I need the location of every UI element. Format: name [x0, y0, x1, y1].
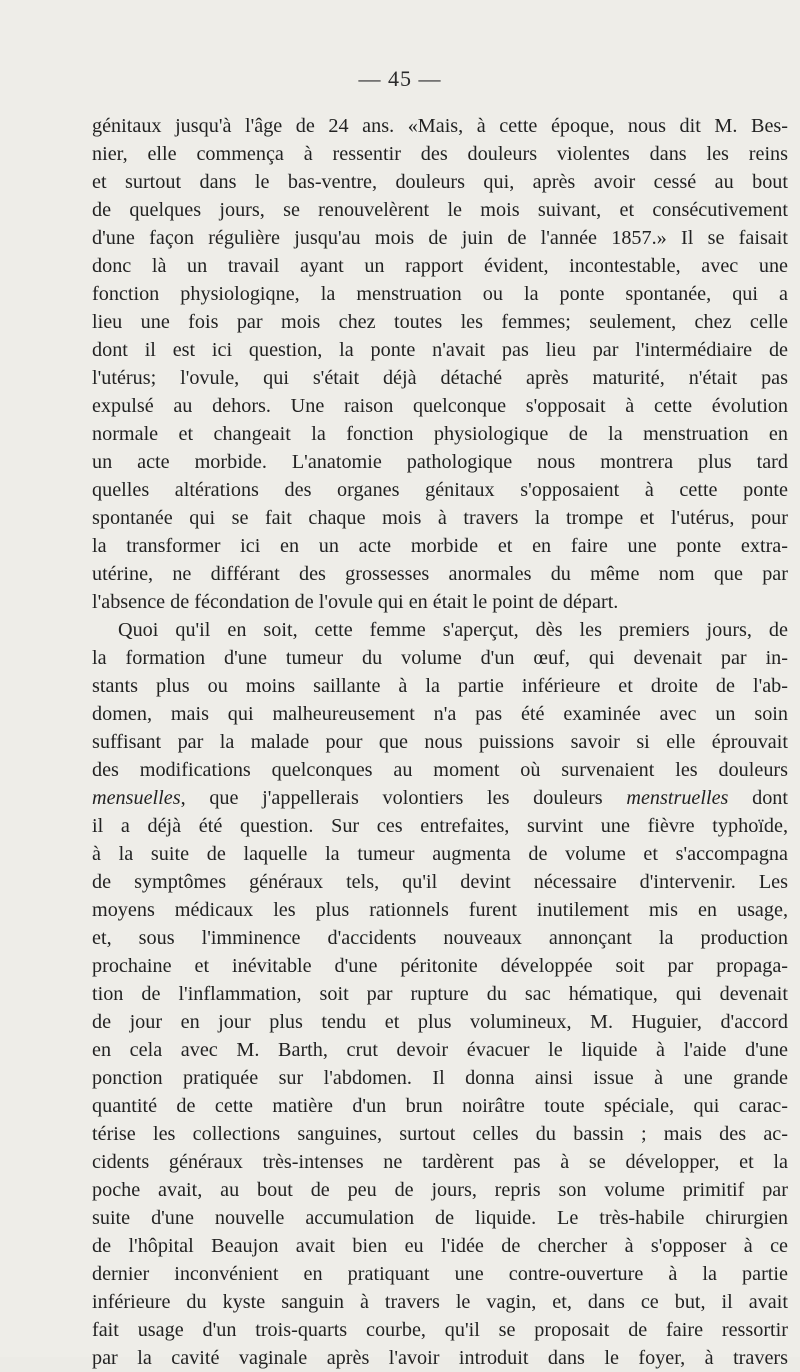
- text-line: ponction pratiquée sur l'abdomen. Il donna ainsi issue à une grande: [92, 1067, 788, 1089]
- text-line: de symptômes généraux tels, qu'il devint nécessaire d'intervenir. Les: [92, 871, 788, 893]
- text-line: fait usage d'un trois-quarts courbe, qu'il se proposait de faire ressortir: [92, 1319, 788, 1341]
- text-line: de jour en jour plus tendu et plus volumineux, M. Huguier, d'accord: [92, 1011, 788, 1033]
- text-line: quantité de cette matière d'un brun noirâtre toute spéciale, qui carac-: [92, 1095, 788, 1117]
- text-line: lieu une fois par mois chez toutes les femmes; seulement, chez celle: [92, 311, 788, 333]
- text-line: la formation d'une tumeur du volume d'un œuf, qui devenait par in-: [92, 647, 788, 669]
- body-text: [92, 112, 788, 1372]
- text-line: utérine, ne différant des grossesses anormales du même nom que par: [92, 563, 788, 585]
- text-line-paragraph-start: Quoi qu'il en soit, cette femme s'aperçut, dès les premiers jours, de: [118, 619, 788, 641]
- text-line: dont il est ici question, la ponte n'avait pas lieu par l'intermédiaire de: [92, 339, 788, 361]
- text-line: en cela avec M. Barth, crut devoir évacuer le liquide à l'aide d'une: [92, 1039, 788, 1061]
- text-line: tion de l'inflammation, soit par rupture du sac hématique, qui devenait: [92, 983, 788, 1005]
- text-line: inférieure du kyste sanguin à travers le vagin, et, dans ce but, il avait: [92, 1291, 788, 1313]
- text-line: il a déjà été question. Sur ces entrefaites, survint une fièvre typhoïde,: [92, 815, 788, 837]
- text-line: prochaine et inévitable d'une péritonite développée soit par propaga-: [92, 955, 788, 977]
- italic-term: menstruelles: [626, 787, 729, 809]
- text-line: par la cavité vaginale après l'avoir introduit dans le foyer, à travers: [92, 1347, 788, 1369]
- text-line: donc là un travail ayant un rapport évident, incontestable, avec une: [92, 255, 788, 277]
- text-line: mensuelles, que j'appellerais volontiers les douleurs menstruelles dont: [92, 787, 788, 809]
- text-line: et, sous l'imminence d'accidents nouveaux annonçant la production: [92, 927, 788, 949]
- text-line: fonction physiologiqne, la menstruation ou la ponte spontanée, qui a: [92, 283, 788, 305]
- text-line: moyens médicaux les plus rationnels furent inutilement mis en usage,: [92, 899, 788, 921]
- text-line: suffisant par la malade pour que nous puissions savoir si elle éprouvait: [92, 731, 788, 753]
- text-line: stants plus ou moins saillante à la partie inférieure et droite de l'ab-: [92, 675, 788, 697]
- text-line: de l'hôpital Beaujon avait bien eu l'idée de chercher à s'opposer à ce: [92, 1235, 788, 1257]
- text-line: et surtout dans le bas-ventre, douleurs qui, après avoir cessé au bout: [92, 171, 788, 193]
- page-number: — 45 —: [358, 66, 442, 91]
- text-line: suite d'une nouvelle accumulation de liquide. Le très-habile chirurgien: [92, 1207, 788, 1229]
- text-line: dernier inconvénient en pratiquant une contre-ouverture à la partie: [92, 1263, 788, 1285]
- text-line: génitaux jusqu'à l'âge de 24 ans. «Mais, à cette époque, nous dit M. Bes-: [92, 115, 788, 137]
- text-line: poche avait, au bout de peu de jours, repris son volume primitif par: [92, 1179, 788, 1201]
- text-line: des modifications quelconques au moment où survenaient les douleurs: [92, 759, 788, 781]
- text-line: domen, mais qui malheureusement n'a pas été examinée avec un soin: [92, 703, 788, 725]
- text-line: la transformer ici en un acte morbide et en faire une ponte extra-: [92, 535, 788, 557]
- text-line: nier, elle commença à ressentir des douleurs violentes dans les reins: [92, 143, 788, 165]
- text-line: à la suite de laquelle la tumeur augmenta de volume et s'accompagna: [92, 843, 788, 865]
- italic-term: mensuelles: [92, 787, 181, 809]
- text-line: l'utérus; l'ovule, qui s'était déjà détaché après maturité, n'était pas: [92, 367, 788, 389]
- text-line: l'absence de fécondation de l'ovule qui en était le point de départ.: [92, 591, 619, 613]
- text-line: normale et changeait la fonction physiologique de la menstruation en: [92, 423, 788, 445]
- text-line: térise les collections sanguines, surtout celles du bassin ; mais des ac-: [92, 1123, 788, 1145]
- text-line: cidents généraux très-intenses ne tardèrent pas à se développer, et la: [92, 1151, 788, 1173]
- text-line: expulsé au dehors. Une raison quelconque s'opposait à cette évolution: [92, 395, 788, 417]
- text-line: de quelques jours, se renouvelèrent le mois suivant, et consécutivement: [92, 199, 788, 221]
- text-line: un acte morbide. L'anatomie pathologique nous montrera plus tard: [92, 451, 788, 473]
- text-line: spontanée qui se fait chaque mois à travers la trompe et l'utérus, pour: [92, 507, 788, 529]
- text-line: d'une façon régulière jusqu'au mois de juin de l'année 1857.» Il se faisait: [92, 227, 788, 249]
- text-line: quelles altérations des organes génitaux s'opposaient à cette ponte: [92, 479, 788, 501]
